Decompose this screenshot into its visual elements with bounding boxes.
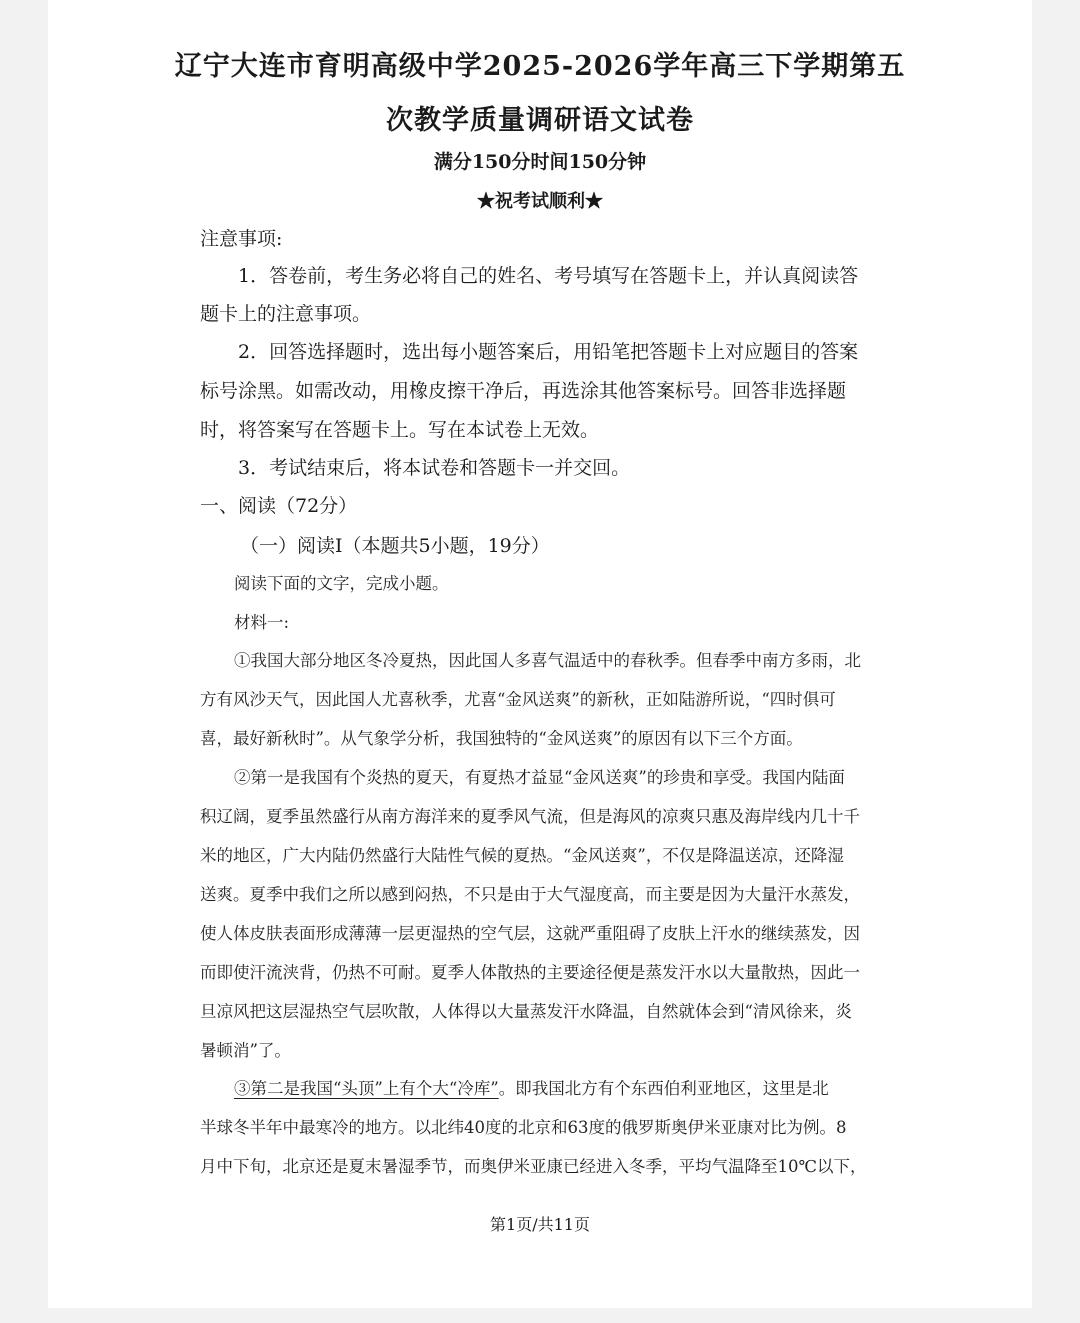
section-sub-heading: （一）阅读Ⅰ（本题共5小题，19分） (240, 535, 550, 557)
notice-item-3-line-1: 3．考试结束后，将本试卷和答题卡一并交回。 (238, 457, 631, 479)
passage-line: 而即使汗流浃背，仍热不可耐。夏季人体散热的主要途径便是蒸发汗水以大量散热，因此一 (200, 963, 860, 982)
exam-wish: ★祝考试顺利★ (477, 191, 603, 212)
exam-score-time: 满分150分时间150分钟 (433, 151, 647, 173)
passage-line: ②第一是我国有个炎热的夏天，有夏热才益显“金风送爽”的珍贵和享受。我国内陆面 (234, 768, 845, 787)
notice-item-2-line-3: 时，将答案写在答题卡上。写在本试卷上无效。 (200, 419, 600, 441)
passage-line: 米的地区，广大内陆仍然盛行大陆性气候的夏热。“金风送爽”，不仅是降温送凉，还降湿 (200, 846, 844, 865)
exam-title-line1: 辽宁大连市育明高级中学2025-2026学年高三下学期第五 (174, 51, 906, 82)
passage-line: ①我国大部分地区冬冷夏热，因此国人多喜气温适中的春秋季。但春季中南方多雨，北 (234, 651, 861, 670)
passage-line: 旦凉风把这层湿热空气层吹散，人体得以大量蒸发汗水降温，自然就体会到“清风徐来，炎 (200, 1002, 852, 1021)
passage-line: 方有风沙天气，因此国人尤喜秋季，尤喜“金风送爽”的新秋，正如陆游所说，“四时俱可 (200, 690, 836, 709)
notice-item-1-line-2: 题卡上的注意事项。 (200, 303, 372, 325)
notice-item-2-line-1: 2．回答选择题时，选出每小题答案后，用铅笔把答题卡上对应题目的答案 (238, 341, 859, 363)
notice-item-2-line-2: 标号涂黑。如需改动，用橡皮擦干净后，再选涂其他答案标号。回答非选择题 (200, 380, 847, 402)
page-footer: 第1页/共11页 (490, 1215, 590, 1234)
passage-line-rest: 。即我国北方有个东西伯利亚地区，这里是北 (498, 1079, 829, 1098)
section-instruction: 阅读下面的文字，完成小题。 (234, 574, 449, 593)
passage-line: 喜，最好新秋时”。从气象学分析，我国独特的“金风送爽”的原因有以下三个方面。 (200, 729, 803, 748)
passage-underlined-phrase: ③第二是我国“头顶”上有个大“冷库” (234, 1079, 499, 1098)
notice-heading: 注意事项: (200, 228, 283, 250)
exam-title-line2: 次教学质量调研语文试卷 (386, 105, 694, 136)
passage-line: 月中下旬，北京还是夏末暑湿季节，而奥伊米亚康已经进入冬季，平均气温降至10℃以下， (200, 1157, 867, 1176)
passage-line: 积辽阔，夏季虽然盛行从南方海洋来的夏季风气流，但是海风的凉爽只惠及海岸线内几十千 (200, 807, 860, 826)
notice-item-1-line-1: 1．答卷前，考生务必将自己的姓名、考号填写在答题卡上，并认真阅读答 (238, 265, 859, 287)
passage-line: 使人体皮肤表面形成薄薄一层更湿热的空气层，这就严重阻碍了皮肤上汗水的继续蒸发，因 (200, 924, 860, 943)
passage-line (234, 1081, 829, 1098)
exam-page (48, 0, 1032, 1308)
passage-line: 半球冬半年中最寒冷的地方。以北纬40度的北京和63度的俄罗斯奥伊米亚康对比为例。8 (200, 1118, 847, 1137)
section-heading: 一、阅读（72分） (200, 495, 358, 517)
passage-line: 送爽。夏季中我们之所以感到闷热，不只是由于大气湿度高，而主要是因为大量汗水蒸发， (200, 885, 860, 904)
passage-line: 暑顿消”了。 (200, 1041, 291, 1060)
material-label: 材料一: (234, 613, 290, 632)
